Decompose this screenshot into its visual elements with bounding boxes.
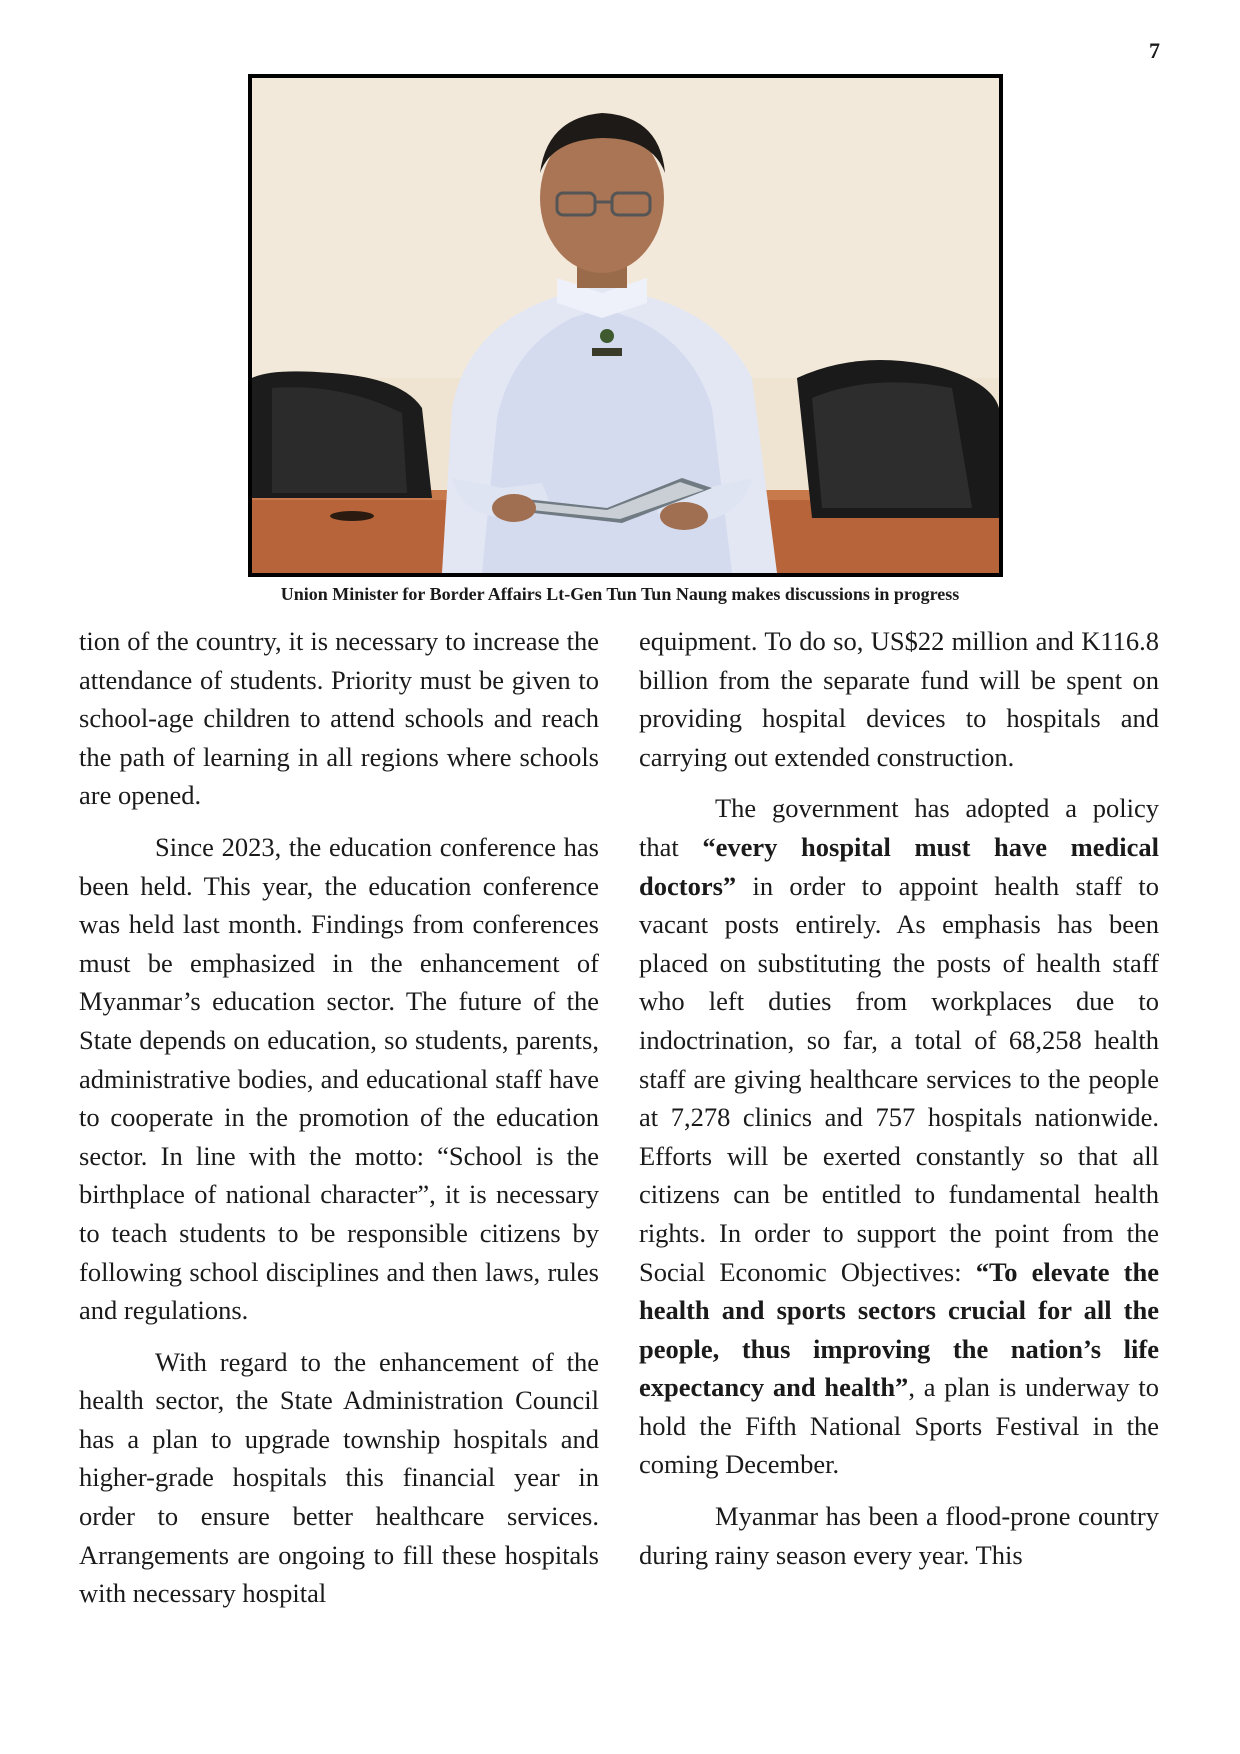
right-paragraph-3: Myanmar has been a flood-prone country during rainy season every year. This: [639, 1501, 1159, 1570]
objective-quote: “To elevate the health and sports sectors crucial for all the people, thus improving the nation’s life expectancy and health”: [639, 1256, 1159, 1403]
left-paragraph-2: Since 2023, the education conference has been held. This year, the education conference was held last month. Findings from conferences must be emphasized in the enhancement of Myanmar’s education sector. The future of the State depends on education, so students, parents, administrative bodies, and educational staff have to cooperate in the promotion of the education sector. In line with the motto: “School is the birthplace of national character”, it is necessary to teach students to be responsible citizens by following school disciplines and then laws, rules and regulations.: [79, 831, 599, 1326]
left-paragraph-1: tion of the country, it is necessary to increase the attendance of students. Priority must be given to school-age children to attend schools and reach the path of learning in all regions where schools are opened.: [79, 626, 599, 811]
policy-quote: “every hospital must have medical doctors”: [639, 831, 1159, 901]
right-paragraph-2-text-b: in order to appoint health staff to vacant posts entirely. As emphasis has been placed on substituting the posts of health staff who left duties from workplaces due to indoctrination, so far, a total of 68,258 health staff are giving healthcare services to the people at 7,278 clinics and 757 hospitals nationwide. Efforts will be exerted constantly so that all citizens can be entitled to fundamental health rights. In order to support the point from the Social Economic Objectives:: [639, 870, 1159, 1287]
right-paragraph-2: [639, 789, 1159, 1484]
news-photo: [248, 74, 1003, 577]
right-paragraph-2-text-c: , a plan is underway to hold the Fifth National Sports Festival in the coming December.: [639, 1372, 1159, 1480]
right-paragraph-2-text-a: The government has adopted a policy that: [639, 793, 1159, 862]
photo-caption: Union Minister for Border Affairs Lt-Gen Tun Tun Naung makes discussions in progress: [280, 584, 960, 604]
right-paragraph-1: equipment. To do so, US$22 million and K116.8 billion from the separate fund will be spent on providing hospital devices to hospitals and carrying out extended construction.: [639, 626, 1159, 772]
page-number: 7: [1149, 38, 1160, 63]
left-paragraph-3: With regard to the enhancement of the health sector, the State Administration Council has a plan to upgrade township hospitals and higher-grade hospitals this financial year in order to ensure better healthcare services. Arrangements are ongoing to fill these hospitals with necessary hospital: [79, 1346, 599, 1609]
right-column: [639, 622, 1159, 1587]
minister-photo-illustration: [252, 78, 999, 573]
left-column: [79, 622, 599, 1626]
